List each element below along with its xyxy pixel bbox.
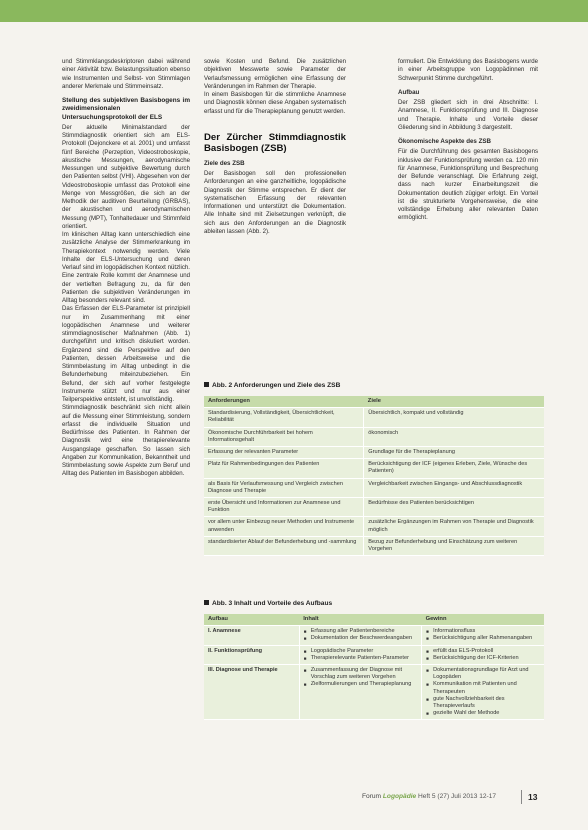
structure-table bbox=[204, 614, 544, 720]
table-row bbox=[204, 447, 544, 459]
page-footer bbox=[350, 790, 550, 804]
paragraph: sowie Kosten und Befund. Die zusätzlichen objektiven Messwerte sowie Parameter der Verlaufsmessung ermöglichen eine Erfassung der Veränderungen im Rahmen der Therapie. bbox=[204, 58, 346, 90]
square-bullet-icon bbox=[204, 600, 209, 605]
table-cell: Standardisierung, Vollständigkeit, Übersichtlichkeit, Reliabilität bbox=[204, 408, 364, 427]
paragraph: Der Basisbogen soll den professionellen Anforderungen an eine ganzheitliche, logopädische Diagnostik der Stimme entsprechen. Er dient der systematischen Erfassung der relevanten Informationen und unterstützt die Dokumentation. Alle Inhalte sind mit Zielsetzungen verknüpft, die sich aus den Anforderungen an die Diagnostik ableiten lassen (Abb. 2). bbox=[204, 170, 346, 235]
list-item: ■ Therapierelevante Patienten-Parameter bbox=[304, 655, 417, 662]
text-column-1 bbox=[62, 58, 190, 479]
list-item: ■ gute Nachvollziehbarkeit des Therapieverlaufs bbox=[426, 696, 540, 710]
table-cell: Übersichtlich, kompakt und vollständig bbox=[364, 408, 544, 427]
requirements-table bbox=[204, 396, 544, 556]
text-column-3 bbox=[398, 58, 538, 223]
table-cell: vor allem unter Einbezug neuer Methoden und Instrumente anwenden bbox=[204, 517, 364, 536]
table-row bbox=[204, 626, 544, 645]
table-cell: erste Übersicht und Informationen zur Anamnese und Funktion bbox=[204, 498, 364, 517]
table-cell: Ökonomische Durchführbarkeit bei hohem Informationsgehalt bbox=[204, 427, 364, 446]
table-row bbox=[204, 408, 544, 427]
page-number: 13 bbox=[528, 792, 538, 802]
table-header: Aufbau bbox=[204, 614, 299, 626]
table-cell bbox=[299, 665, 421, 720]
list-item: ■ Logopädische Parameter bbox=[304, 648, 417, 655]
table-cell: Grundlage für die Therapieplanung bbox=[364, 447, 544, 459]
table-cell: standardisierter Ablauf der Befunderhebung und -sammlung bbox=[204, 536, 364, 555]
table-header: Gewinn bbox=[422, 614, 544, 626]
table-cell: Bezug zur Befunderhebung und Einschätzung zum weiteren Vorgehen bbox=[364, 536, 544, 555]
paragraph: Der aktuelle Minimalstandard der Stimmdiagnostik orientiert sich am ELS-Protokoll (Dejonckere et al. 2001) und umfasst fünf Bereiche (Perzeption, Videostroboskopie, akustische Messungen, aerodynamische Messungen und subjektive Bewertung durch den Patienten selbst (VHI). Abgesehen von der Videostroboskopie umfasst das Protokoll eine Menge von Messgrößen, die sich an der Methodik der auditiven Beurteilung (GRBAS), der akustischen und aerodynamischen Messung (MPT), Tonhaltedauer und Stimmfeld orientiert. bbox=[62, 123, 190, 230]
table-cell: zusätzliche Ergänzungen im Rahmen von Therapie und Diagnostik möglich bbox=[364, 517, 544, 536]
list-item: ■ Informationsfluss bbox=[426, 628, 540, 635]
table-header: Anforderungen bbox=[204, 396, 364, 408]
table-cell: Platz für Rahmenbedingungen des Patienten bbox=[204, 459, 364, 478]
figure-caption-abb2: Abb. 2 Anforderungen und Ziele des ZSB bbox=[204, 382, 340, 389]
section-heading: Ziele des ZSB bbox=[204, 159, 245, 167]
table-row bbox=[204, 459, 544, 478]
paragraph: und Stimmklangsdeskriptoren dabei während einer Aktivität bzw. Belastungssituation ebenso wie Instrumenten und Selbst- von Stimmlagen anderer Merkmale und Stimmeinsatz. bbox=[62, 58, 190, 90]
list-item: ■ Zielformulierungen und Therapieplanung bbox=[304, 681, 417, 688]
table-row bbox=[204, 645, 544, 664]
section-heading: Stellung des subjektiven Basisbogens im zweidimensionalen Untersuchungsprotokoll der ELS bbox=[62, 97, 190, 121]
list-item: ■ Kommunikation mit Patienten und Therapeuten bbox=[426, 681, 540, 695]
table-cell: III. Diagnose und Therapie bbox=[204, 665, 299, 720]
paragraph: Stimmdiagnostik beschränkt sich nicht allein auf die Messung einer Stimmleistung, sondern erfasst die individuelle Situation und Bedürfnisse des Patienten. In Rahmen der Diagnostik wird eine therapierelevante Ausgangslage geschaffen. So lassen sich Angaben zur Kommunikation, Bekanntheit und Stimmbelastung sowie Aspekte zum Beruf und Alltag des Patienten im Basisbogen abbilden. bbox=[62, 404, 190, 478]
section-heading: Ökonomische Aspekte des ZSB bbox=[398, 138, 491, 145]
table-cell: Bedürfnisse des Patienten berücksichtigen bbox=[364, 498, 544, 517]
list-item: ■ Erfassung aller Patientenbereiche bbox=[304, 628, 417, 635]
table-cell: Berücksichtigung der ICF (eigenes Erleben, Ziele, Wünsche des Patienten) bbox=[364, 459, 544, 478]
figure-caption-abb3: Abb. 3 Inhalt und Vorteile des Aufbaus bbox=[204, 600, 332, 607]
paragraph: In einem Basisbogen für die stimmliche Anamnese und Diagnostik können diese Angaben systematisch erfasst und für die Therapieplanung genutzt werden. bbox=[204, 91, 346, 115]
table-row bbox=[204, 665, 544, 720]
issue-info: Heft 5 (27) Juli 2013 12-17 bbox=[418, 793, 497, 800]
table-cell: Erfassung der relevanten Parameter bbox=[204, 447, 364, 459]
paragraph: Das Erfassen der ELS-Parameter ist prinzipiell nur im Zusammenhang mit einer logopädischen Anamnese und weiterer stimmdiagnostischer Maßnahmen (Abb. 1) durchgeführt und kritisch diskutiert worden. Ergänzend sind die Perspektive auf den Patienten, dessen Arbeitsweise und die Stimmbelastung im Alltag unbedingt in die Befunderhebung miteinzubeziehen. Ein Befund, der sich auf vorher festgelegte Instrumente stützt und nur aus einer Teilperspektive entsteht, ist unvollständig. bbox=[62, 305, 190, 404]
text-column-2 bbox=[204, 58, 346, 236]
table-cell bbox=[422, 645, 544, 664]
top-color-bar bbox=[0, 0, 588, 22]
paragraph: formuliert. Die Entwicklung des Basisbogens wurde in einer Arbeitsgruppe von Logopädinnen mit Schwerpunkt Stimme durchgeführt. bbox=[398, 58, 538, 82]
list-item: ■ gezielte Wahl der Methode bbox=[426, 710, 540, 717]
list-item: ■ erfüllt das ELS-Protokoll bbox=[426, 648, 540, 655]
table-cell bbox=[422, 626, 544, 645]
table-row bbox=[204, 517, 544, 536]
footer-divider bbox=[521, 790, 522, 804]
table-header: Inhalt bbox=[299, 614, 421, 626]
section-heading: Aufbau bbox=[398, 88, 420, 96]
paragraph: Für die Durchführung des gesamten Basisbogens inklusive der Funktionsprüfung werden ca. 120 min für Anamnese, Funktionsprüfung und Besprechung der Befunde veranschlagt. Die Erfahrung zeigt, dass nach kurzer Einarbeitungszeit die Dokumentation deutlich zügiger erfolgt. Ein Vorteil ist die strukturierte Vorgehensweise, die eine vollständige Erhebung aller relevanten Daten ermöglicht. bbox=[398, 148, 538, 222]
table-cell: Vergleichbarkeit zwischen Eingangs- und Abschlussdiagnostik bbox=[364, 478, 544, 497]
table-row bbox=[204, 427, 544, 446]
table-cell bbox=[299, 626, 421, 645]
table-cell: ökonomisch bbox=[364, 427, 544, 446]
list-item: ■ Zusammenfassung der Diagnose mit Vorschlag zum weiteren Vorgehen bbox=[304, 667, 417, 681]
list-item: ■ Dokumentation der Beschwerdeangaben bbox=[304, 635, 417, 642]
table-row bbox=[204, 536, 544, 555]
journal-name: Forum Logopädie bbox=[362, 793, 417, 800]
table-header: Ziele bbox=[364, 396, 544, 408]
table-row bbox=[204, 498, 544, 517]
paragraph: Im klinischen Alltag kann unterschiedlich eine zusätzliche Analyse der Stimmerkrankung im Therapiekontext notwendig werden. Viele Inhalte der ELS-Untersuchung und deren Verlauf sind im logopädischen Kontext nützlich. Eine zentrale Rolle kommt der Anamnese und der vertieften Befragung zu, da für den Patienten die subjektiven Veränderungen im Alltag besonders relevant sind. bbox=[62, 231, 190, 305]
list-item: ■ Berücksichtigung der ICF-Kriterien bbox=[426, 655, 540, 662]
table-cell: als Basis für Verlaufsmessung und Vergleich zwischen Diagnose und Therapie bbox=[204, 478, 364, 497]
table-cell: II. Funktionsprüfung bbox=[204, 645, 299, 664]
table-row bbox=[204, 478, 544, 497]
article-heading: Der Zürcher Stimmdiagnostik Basisbogen (ZSB) bbox=[204, 131, 346, 154]
list-item: ■ Berücksichtigung aller Rahmenangaben bbox=[426, 635, 540, 642]
table-cell bbox=[299, 645, 421, 664]
paragraph: Der ZSB gliedert sich in drei Abschnitte: I. Anamnese, II. Funktionsprüfung und III. Diagnose und Therapie. Inhalte und Vorteile dieser Gliederung sind in Abbildung 3 dargestellt. bbox=[398, 99, 538, 131]
table-cell bbox=[422, 665, 544, 720]
square-bullet-icon bbox=[204, 382, 209, 387]
list-item: ■ Dokumentationsgrundlage für Arzt und Logopäden bbox=[426, 667, 540, 681]
table-cell: I. Anamnese bbox=[204, 626, 299, 645]
